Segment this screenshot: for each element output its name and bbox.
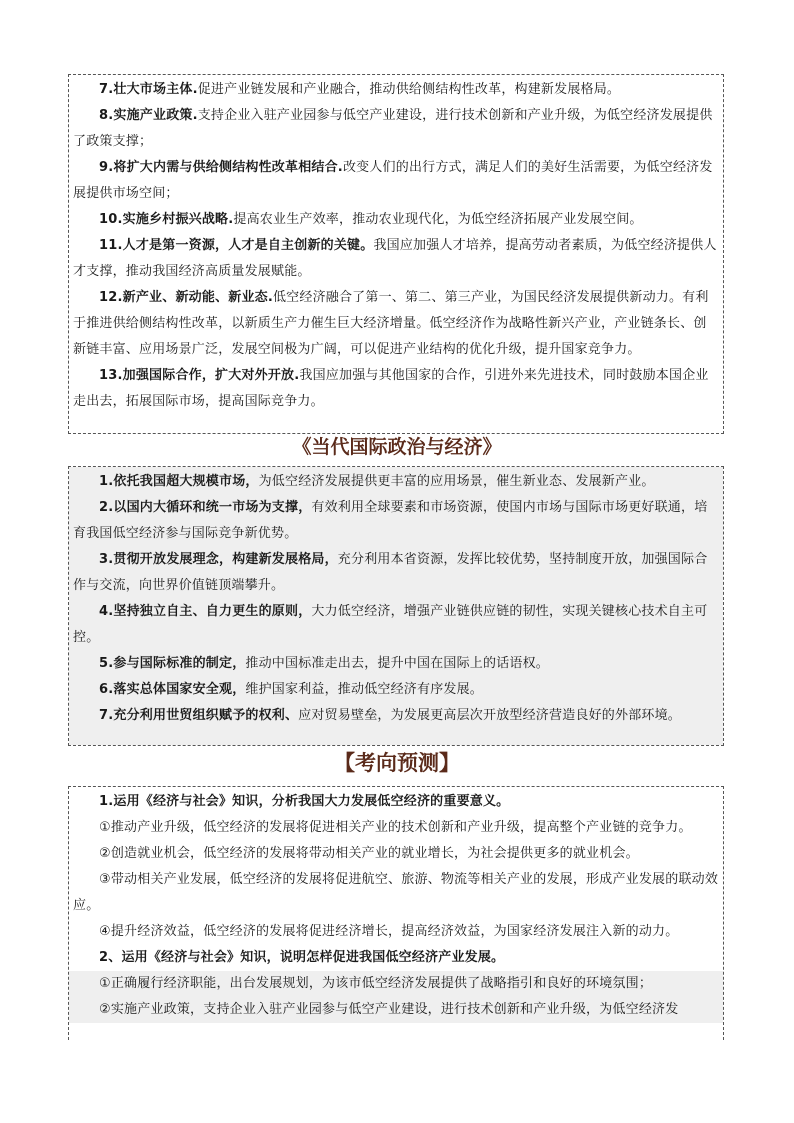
q2-answer-1: ①正确履行经济职能，出台发展规划，为该市低空经济发展提供了战略指引和良好的环境氛围；	[99, 976, 653, 991]
point-8: 8.实施产业政策.支持企业入驻产业园参与低空产业建设，进行技术创新和产业升级，为低空经济发展提供了政策支撑；	[73, 108, 713, 149]
point-11: 11.人才是第一资源，人才是自主创新的关键。我国应加强人才培养，提高劳动者素质，为低空经济提供人才支撑，推动我国经济高质量发展赋能。	[73, 238, 717, 279]
forecast-box	[68, 786, 724, 1040]
intl-point-2: 2.以国内大循环和统一市场为支撑，有效利用全球要素和市场资源，使国内市场与国际市场更好联通，培育我国低空经济参与国际竞争新优势。	[73, 500, 708, 541]
section-title-international: 《当代国际政治与经济》	[292, 436, 502, 458]
intl-point-5: 5.参与国际标准的制定，推动中国标准走出去，提升中国在国际上的话语权。	[99, 656, 550, 671]
q1-answer-1: ①推动产业升级，低空经济的发展将促进相关产业的技术创新和产业升级，提高整个产业链的竞争力。	[99, 820, 692, 835]
point-10: 10.实施乡村振兴战略.提高农业生产效率，推动农业现代化，为低空经济拓展产业发展空间。	[99, 212, 643, 227]
q1-answer-2: ②创造就业机会，低空经济的发展将带动相关产业的就业增长，为社会提供更多的就业机会。	[99, 846, 639, 861]
policy-points-box-1	[68, 74, 724, 434]
point-13: 13.加强国际合作，扩大对外开放.我国应加强与其他国家的合作，引进外来先进技术，同时鼓励本国企业走出去，拓展国际市场，提高国际竞争力。	[73, 368, 709, 409]
policy-points-box-2	[68, 466, 724, 746]
intl-point-3: 3.贯彻开放发展理念，构建新发展格局，充分利用本省资源，发挥比较优势，坚持制度开放，加强国际合作与交流，向世界价值链顶端攀升。	[73, 552, 708, 593]
point-7: 7.壮大市场主体.促进产业链发展和产业融合，推动供给侧结构性改革，构建新发展格局。	[99, 82, 621, 97]
intl-point-7: 7.充分利用世贸组织赋予的权利、应对贸易壁垒，为发展更高层次开放型经济营造良好的外部环境。	[99, 708, 682, 723]
question-1: 1.运用《经济与社会》知识，分析我国大力发展低空经济的重要意义。	[99, 794, 510, 809]
point-12: 12.新产业、新动能、新业态.低空经济融合了第一、第二、第三产业，为国民经济发展提供新动力。有利于推进供给侧结构性改革，以新质生产力催生巨大经济增量。低空经济作为战略性新兴产业，产业链条长、创新链丰富、应用场景广泛，发展空间极为广阔，可以促进产业结构的优化升级，提升国家竞争力。	[73, 290, 709, 357]
intl-point-1: 1.依托我国超大规模市场，为低空经济发展提供更丰富的应用场景，催生新业态、发展新产业。	[99, 474, 655, 489]
q2-answer-2: ②实施产业政策，支持企业入驻产业园参与低空产业建设，进行技术创新和产业升级，为低空经济发	[99, 1002, 679, 1017]
intl-point-6: 6.落实总体国家安全观，维护国家利益，推动低空经济有序发展。	[99, 682, 484, 697]
question-2: 2、运用《经济与社会》知识，说明怎样促进我国低空经济产业发展。	[99, 950, 505, 965]
q1-answer-3: ③带动相关产业发展，低空经济的发展将促进航空、旅游、物流等相关产业的发展，形成产业发展的联动效应。	[73, 872, 719, 913]
intl-point-4: 4.坚持独立自主、自力更生的原则，大力低空经济，增强产业链供应链的韧性，实现关键核心技术自主可控。	[73, 604, 708, 645]
section-title-forecast: 【考向预测】	[334, 750, 460, 775]
point-9: 9.将扩大内需与供给侧结构性改革相结合.改变人们的出行方式，满足人们的美好生活需要，为低空经济发展提供市场空间；	[73, 160, 713, 201]
q1-answer-4: ④提升经济效益，低空经济的发展将促进经济增长，提高经济效益，为国家经济发展注入新的动力。	[99, 924, 679, 939]
